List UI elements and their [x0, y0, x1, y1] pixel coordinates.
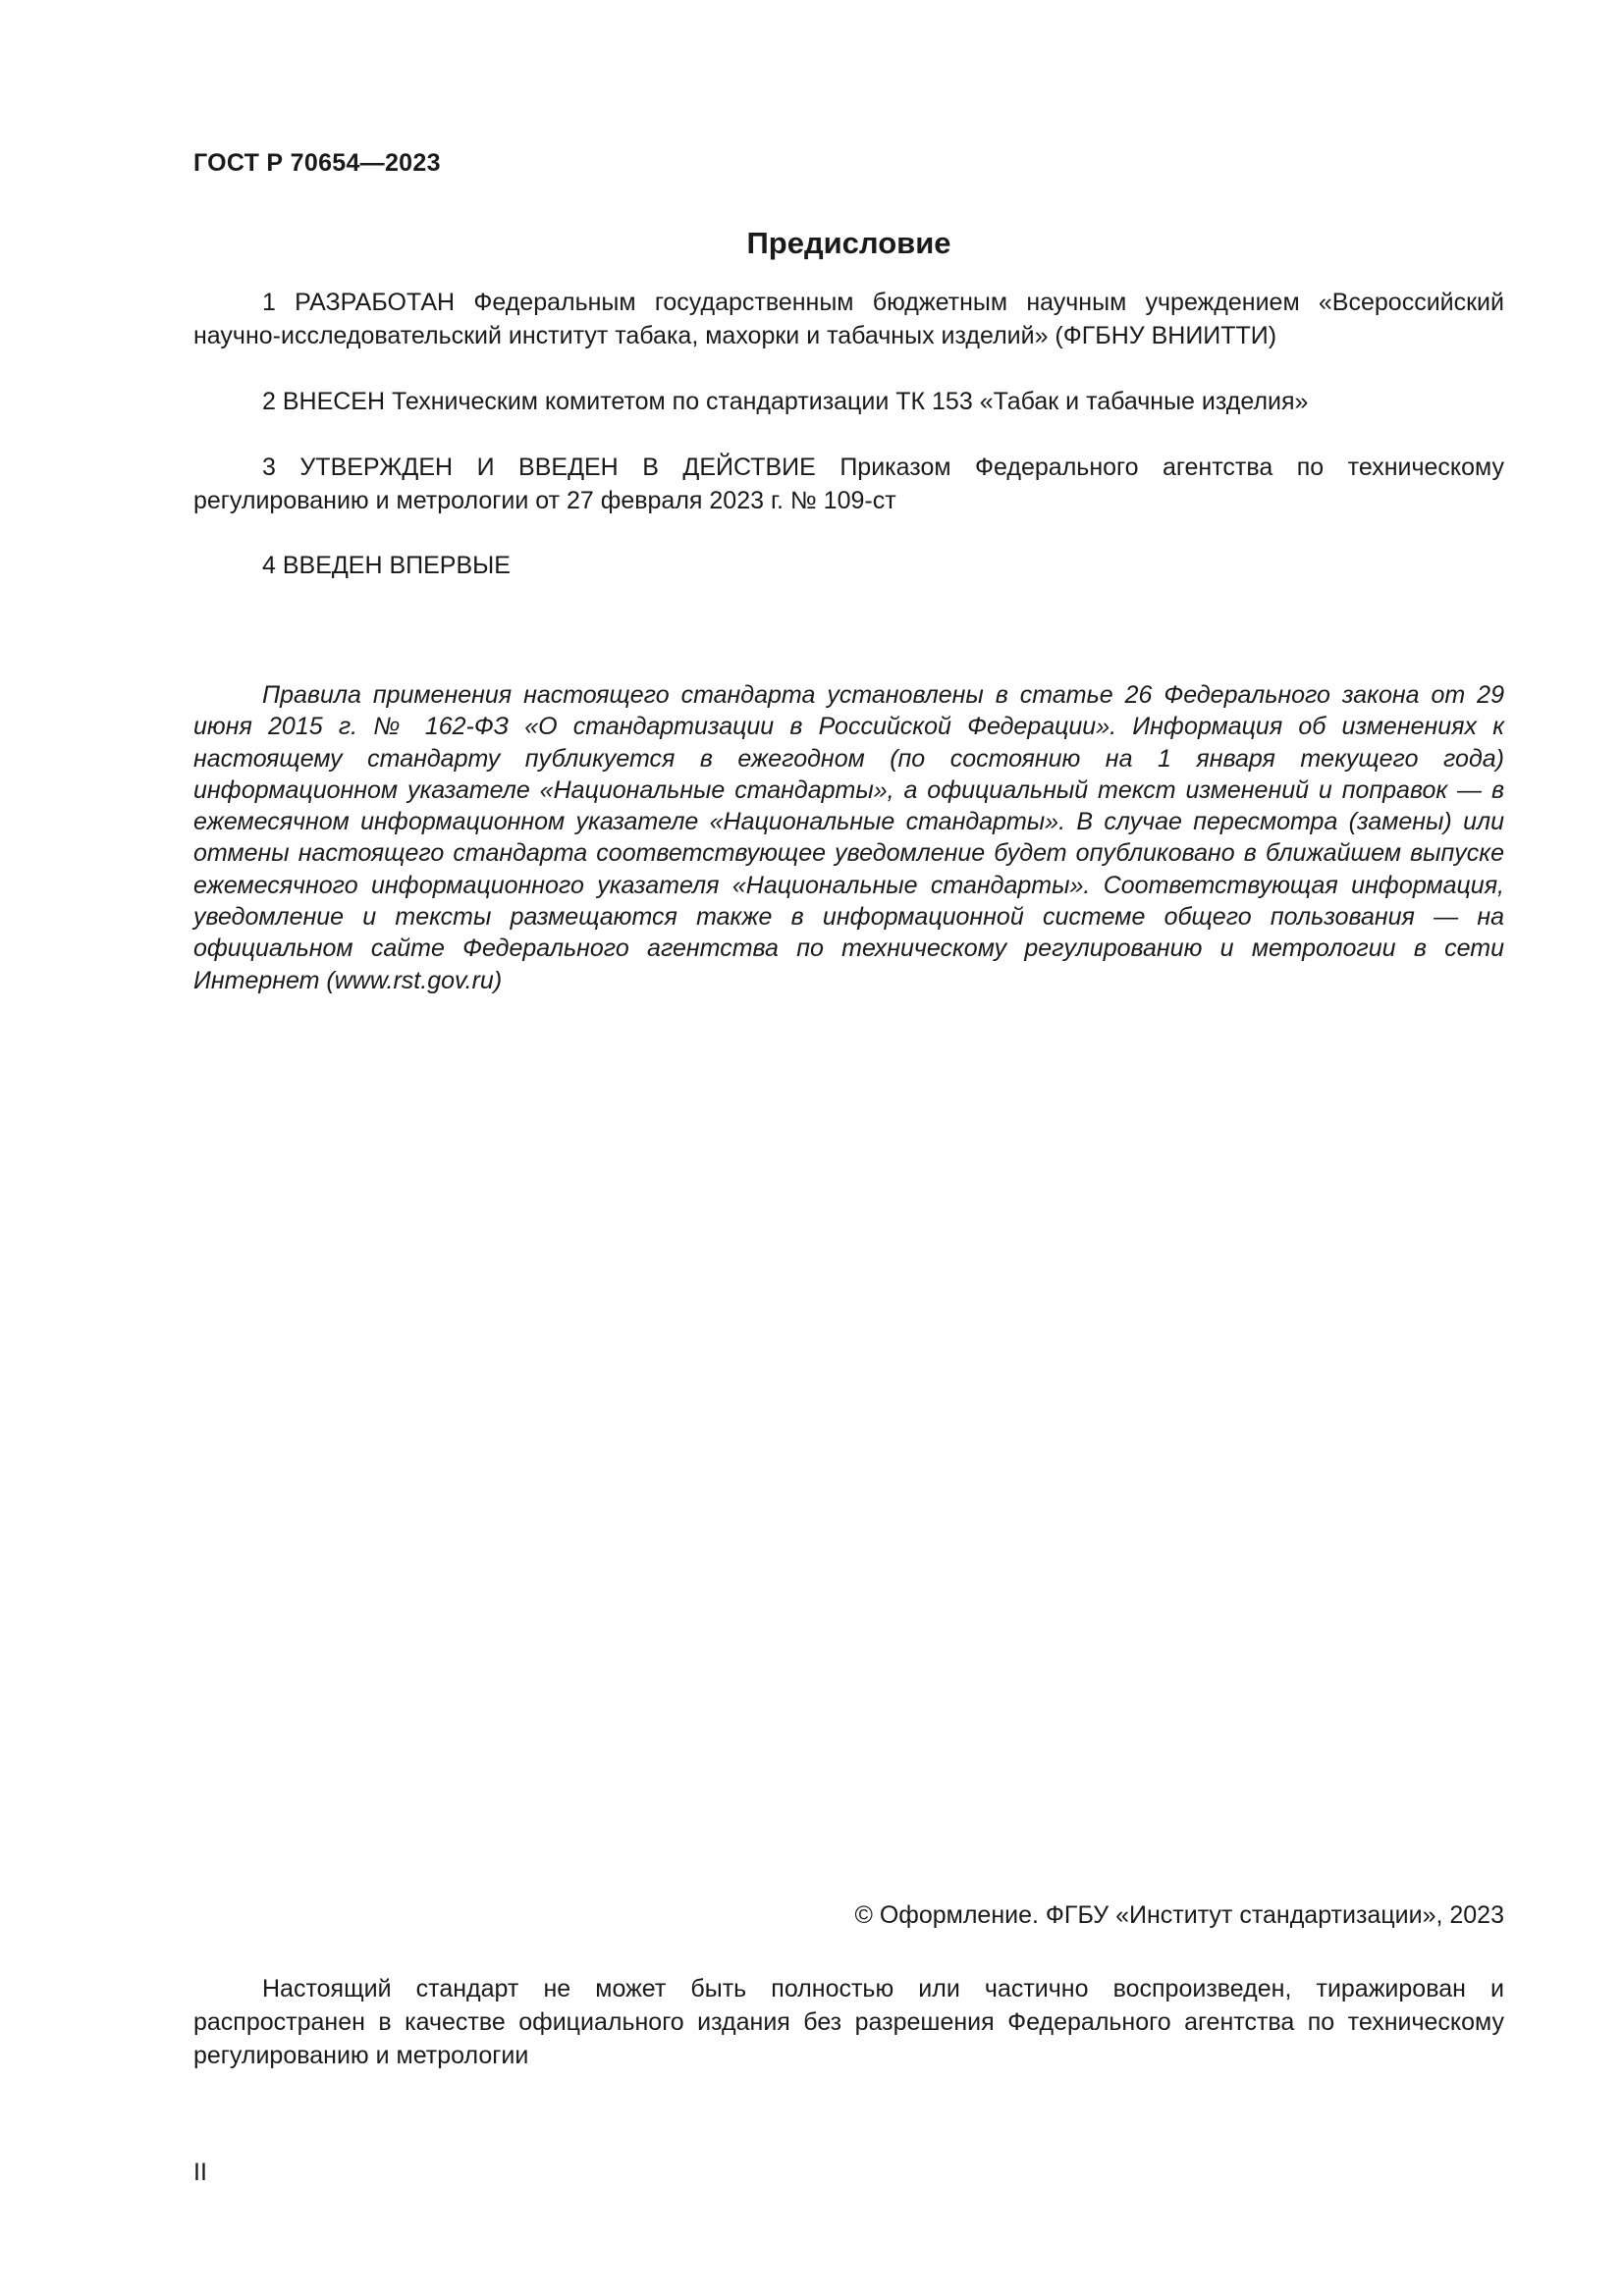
foreword-item-4: 4 ВВЕДЕН ВПЕРВЫЕ	[262, 552, 511, 579]
reproduction-notice: Настоящий стандарт не может быть полностью или частично воспроизведен, тиражирован и распространен в качестве официального издания без разрешения Федерального агентства по техническому регулированию и метрологии	[193, 1975, 1504, 2069]
rules-note: Правила применения настоящего стандарта установлены в статье 26 Федерального закона от 29 июня 2015 г. № 162-ФЗ «О стандартизации в Российской Федерации». Информация об изменениях к настоящему стандарту публикуется в ежегодном (по состоянию на 1 января текущего года) информационном указателе «Национальные стандарты», а официальный текст изменений и поправок — в ежемесячном информационном указателе «Национальные стандарты». В случае пересмотра (замены) или отмены настоящего стандарта соответствующее уведомление будет опубликовано в ближайшем выпуске ежемесячного информационного указателя «Национальные стандарты». Соответствующая информация, уведомление и тексты размещаются также в информационной системе общего пользования — на официальном сайте Федерального агентства по техническому регулированию и метрологии в сети Интернет (www.rst.gov.ru)	[193, 681, 1504, 994]
foreword-item-2: 2 ВНЕСЕН Техническим комитетом по стандартизации ТК 153 «Табак и табачные изделия»	[262, 388, 1309, 415]
page-number: II	[193, 2159, 207, 2186]
copyright-notice: © Оформление. ФГБУ «Институт стандартизации», 2023	[854, 1901, 1504, 1929]
document-code: ГОСТ Р 70654—2023	[193, 149, 441, 177]
foreword-item-1: 1 РАЗРАБОТАН Федеральным государственным бюджетным научным учреждением «Всероссийский научно-исследовательский институт табака, махорки и табачных изделий» (ФГБНУ ВНИИТТИ)	[193, 289, 1504, 349]
foreword-item-3: 3 УТВЕРЖДЕН И ВВЕДЕН В ДЕЙСТВИЕ Приказом Федерального агентства по техническому регулированию и метрологии от 27 февраля 2023 г. № 109-ст	[193, 454, 1504, 514]
section-title: Предисловие	[746, 226, 951, 260]
